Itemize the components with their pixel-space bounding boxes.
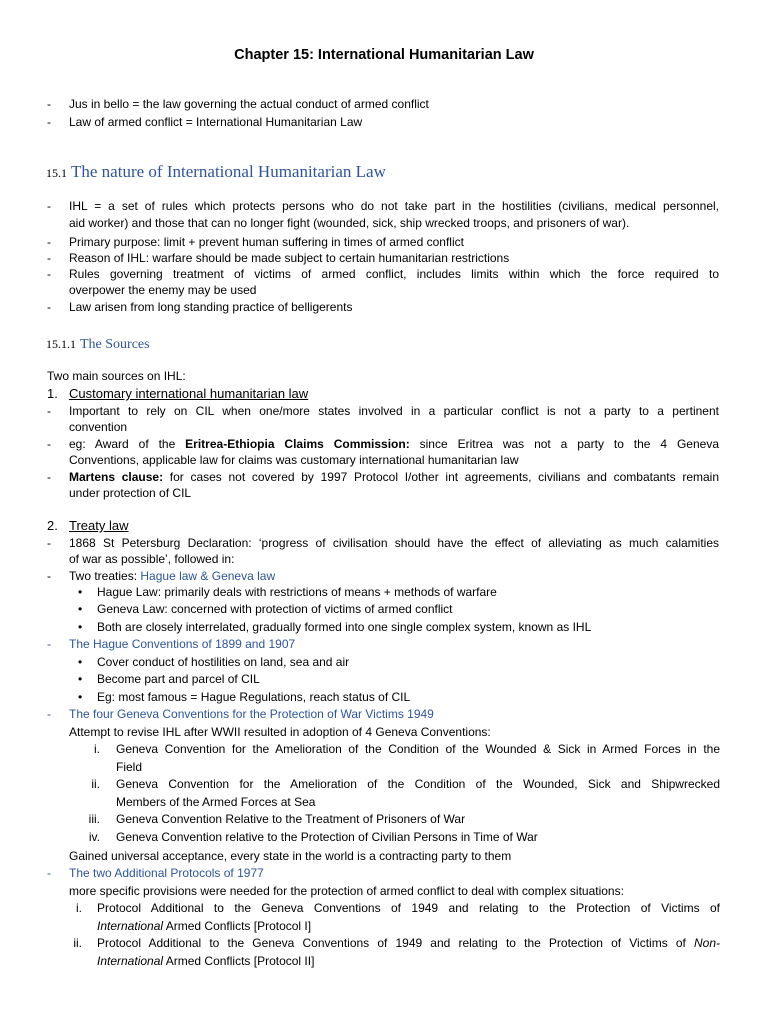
dash-marker: - [47,470,51,484]
hague-law-item: Hague Law: primarily deals with restrictions of means + methods of warfare [97,585,497,599]
dash-marker: - [47,300,51,314]
protocol-1-international: International [97,919,164,933]
two-additional-heading: The two Additional Protocols of 1977 [69,866,264,880]
dash-marker: - [47,251,51,265]
intro-item-1: Jus in bello = the law governing the actual conduct of armed conflict [69,97,429,111]
cil-important-line-1: Important to rely on CIL when one/more states involved in a particular conflict is not a party to a pertinent [69,404,719,418]
number-marker: 2. [47,518,58,533]
two-main-sources: Two main sources on IHL: [47,369,186,383]
protocol-2-line-2 [97,953,314,969]
cil-heading: Customary international humanitarian law [69,386,309,401]
dash-marker: - [47,707,51,721]
dash-marker: - [47,404,51,418]
protocol-1-line-2 [97,918,311,934]
protocol-2-rest: Armed Conflicts [Protocol II] [163,954,315,968]
eg-award-line-1 [69,436,719,452]
gc-3: Geneva Convention Relative to the Treatment of Prisoners of War [116,812,466,826]
eg-award-rest: since Eritrea was not a party to the 4 Geneva [409,437,719,451]
universal-acceptance: Gained universal acceptance, every state in the world is a contracting party to them [69,849,512,863]
roman-marker: i. [94,742,100,756]
section-heading-15-1-1 [46,335,150,353]
protocol-2-international: International [97,954,164,968]
dash-marker: - [47,437,51,451]
dash-marker: - [47,235,51,249]
number-marker: 1. [47,386,58,401]
eg-award-text: eg: Award of the [69,437,186,451]
intro-item-2: Law of armed conflict = International Humanitarian Law [69,115,363,129]
roman-marker: iii. [88,812,100,826]
section-number: 15.1.1 [46,337,76,351]
protocol-2-non: Non- [693,936,720,950]
st-petersburg-line-2: of war as possible’, followed in: [69,552,235,566]
gc-2-line-1: Geneva Convention for the Amelioration of the Condition of the Wounded, Sick and Shipwrecked [116,777,720,791]
martens-clause-label: Martens clause: [69,470,164,484]
gc-1-line-2: Field [116,760,143,774]
two-treaties [69,568,275,584]
martens-line-2: under protection of CIL [69,486,192,500]
roman-marker: ii. [91,777,100,791]
dash-marker: - [47,637,51,651]
two-treaties-label: Two treaties: [69,569,141,583]
section-title: The Sources [80,337,150,352]
gc-4: Geneva Convention relative to the Protection of Civilian Persons in Time of War [116,830,538,844]
four-geneva-heading: The four Geneva Conventions for the Protection of War Victims 1949 [69,707,434,721]
st-petersburg-line-1: 1868 St Petersburg Declaration: ‘progress of civilisation should have the effect of alleviating as much calamities [69,536,719,550]
bullet-marker: • [78,655,83,669]
dash-marker: - [47,536,51,550]
ihl-definition-line-1: IHL = a set of rules which protects persons who do not take part in the hostilities (civilians, medical personnel, [69,199,719,213]
more-specific: more specific provisions were needed for the protection of armed conflict to deal with complex situations: [69,884,624,898]
gc-1-line-1: Geneva Convention for the Amelioration of the Condition of the Wounded & Sick in Armed Forces in the [116,742,720,756]
roman-marker: ii. [73,936,82,950]
section-number: 15.1 [46,166,67,180]
law-arisen: Law arisen from long standing practice of belligerents [69,300,353,314]
interrelated-item: Both are closely interrelated, gradually formed into one single complex system, known as IHL [97,620,592,634]
protocol-2-text: Protocol Additional to the Geneva Conventions of 1949 and relating to the Protection of Victims of [97,936,694,950]
martens-line-1 [69,469,719,485]
section-title: The nature of International Humanitarian Law [71,162,386,181]
treaty-law-heading: Treaty law [69,518,129,533]
hague-geneva-law: Hague law & Geneva law [140,569,276,583]
rules-governing-line-1: Rules governing treatment of victims of armed conflict, includes limits within which the force required to [69,267,719,281]
bullet-marker: • [78,690,83,704]
martens-text: for cases not covered by 1997 Protocol I/other int agreements, civilians and combatants remain [163,470,719,484]
dash-marker: - [47,115,51,129]
protocol-2-line-1 [97,935,720,951]
dash-marker: - [47,866,51,880]
hague-conv-item-3: Eg: most famous = Hague Regulations, reach status of CIL [97,690,411,704]
hague-conv-item-2: Become part and parcel of CIL [97,672,260,686]
reason-of-ihl: Reason of IHL: warfare should be made subject to certain humanitarian restrictions [69,251,510,265]
hague-conv-item-1: Cover conduct of hostilities on land, sea and air [97,655,350,669]
dash-marker: - [47,199,51,213]
gc-2-line-2: Members of the Armed Forces at Sea [116,795,316,809]
geneva-law-item: Geneva Law: concerned with protection of victims of armed conflict [97,602,453,616]
protocol-1-rest: Armed Conflicts [Protocol I] [163,919,312,933]
attempt-revise: Attempt to revise IHL after WWII resulted in adoption of 4 Geneva Conventions: [69,725,491,739]
eg-award-line-2: Conventions, applicable law for claims was customary international humanitarian law [69,453,519,467]
ihl-definition-line-2: aid worker) and those that can no longer fight (wounded, sick, ship wrecked troops, and prisoners of war). [69,216,630,230]
rules-governing-line-2: overpower the enemy may be used [69,283,257,297]
section-heading-15-1 [46,162,386,182]
bullet-marker: • [78,672,83,686]
dash-marker: - [47,267,51,281]
eritrea-ethiopia-commission: Eritrea-Ethiopia Claims Commission: [185,437,410,451]
cil-important-line-2: convention [69,420,128,434]
bullet-marker: • [78,585,83,599]
roman-marker: iv. [88,830,100,844]
dash-marker: - [47,569,51,583]
hague-conventions-heading: The Hague Conventions of 1899 and 1907 [69,637,296,651]
protocol-1-line-1: Protocol Additional to the Geneva Conventions of 1949 and relating to the Protection of Victims of [97,901,720,915]
primary-purpose: Primary purpose: limit + prevent human suffering in times of armed conflict [69,235,464,249]
roman-marker: i. [76,901,82,915]
bullet-marker: • [78,602,83,616]
chapter-title: Chapter 15: International Humanitarian Law [234,47,534,63]
bullet-marker: • [78,620,83,634]
dash-marker: - [47,97,51,111]
